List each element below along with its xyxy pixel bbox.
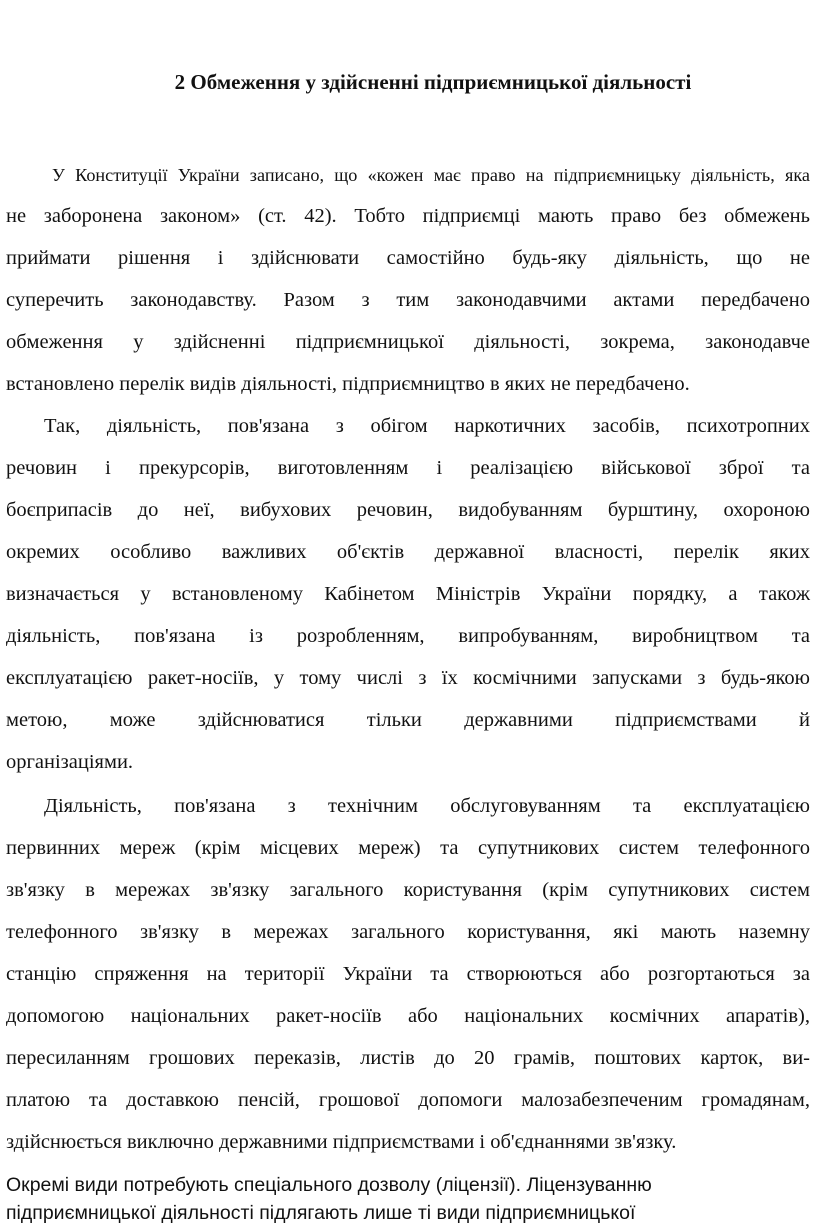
- section-title: 2 Обмеження у здійсненні підприємницької діяльності: [174, 70, 692, 94]
- text-line: приймати рішення і здійснювати самостійно будь-яку діяльність, що не: [6, 247, 810, 269]
- text-line: Окремі види потребують спеціального дозволу (ліцензії). Ліцензуванню: [6, 1174, 652, 1196]
- text-line: діяльність, пов'язана із розробленням, випробуванням, виробництвом та: [6, 625, 810, 647]
- text-line: підприємницької діяльності підлягають лише ті види підприємницької: [6, 1202, 636, 1224]
- text-line: допомогою національних ракет-носіїв або національних космічних апаратів),: [6, 1005, 810, 1027]
- text-line: експлуатацією ракет-носіїв, у тому числі з їх космічними запусками з будь-якою: [6, 667, 810, 689]
- text-line: метою, може здійснюватися тільки державними підприємствами й: [6, 709, 810, 731]
- text-line: платою та доставкою пенсій, грошової допомоги малозабезпеченим громадянам,: [6, 1089, 810, 1111]
- text-line: здійснюється виключно державними підприємствами і об'єднаннями зв'язку.: [6, 1131, 677, 1153]
- text-line: Діяльність, пов'язана з технічним обслуговуванням та експлуатацією: [44, 795, 810, 817]
- text-line: Так, діяльність, пов'язана з обігом наркотичних засобів, психотропних: [44, 415, 810, 437]
- text-line: зв'язку в мережах зв'язку загального користування (крім супутникових систем: [6, 879, 810, 901]
- text-line: визначається у встановленому Кабінетом Міністрів України порядку, а також: [6, 583, 810, 605]
- text-line: обмеження у здійсненні підприємницької діяльності, зокрема, законодавче: [6, 331, 810, 353]
- text-line: речовин і прекурсорів, виготовленням і реалізацією військової зброї та: [6, 457, 810, 479]
- text-line: боєприпасів до неї, вибухових речовин, видобуванням бурштину, охороною: [6, 499, 810, 521]
- text-line: встановлено перелік видів діяльності, підприємництво в яких не передбачено.: [6, 373, 690, 395]
- text-line: пересиланням грошових переказів, листів до 20 грамів, поштових карток, ви-: [6, 1047, 810, 1069]
- text-line: не заборонена законом» (ст. 42). Тобто підприємці мають право без обмежень: [6, 205, 810, 227]
- text-line: первинних мереж (крім місцевих мереж) та супутникових систем телефонного: [6, 837, 810, 859]
- text-line: телефонного зв'язку в мережах загального користування, які мають наземну: [6, 921, 810, 943]
- text-line: окремих особливо важливих об'єктів державної власності, перелік яких: [6, 541, 810, 563]
- text-line: організаціями.: [6, 751, 134, 773]
- text-line: суперечить законодавству. Разом з тим законодавчими актами передбачено: [6, 289, 810, 311]
- text-line: станцію спряження на території України та створюються або розгортаються за: [6, 963, 810, 985]
- text-line: У Конституції України записано, що «кожен має право на підприємницьку діяльність, яка: [52, 165, 810, 185]
